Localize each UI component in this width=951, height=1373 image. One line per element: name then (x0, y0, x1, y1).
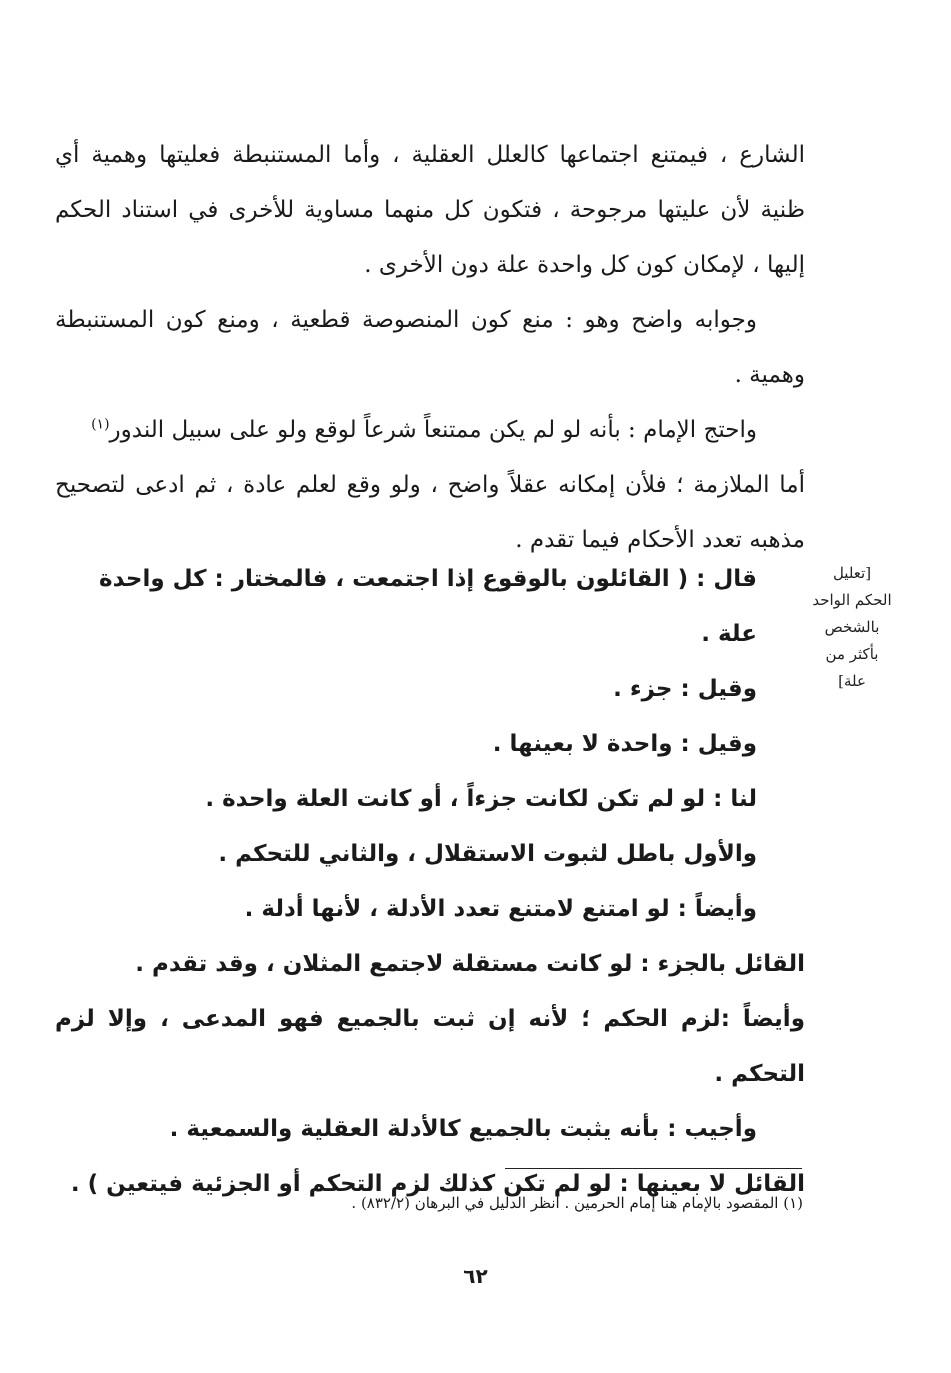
matn-line: قال : ( القائلون بالوقوع إذا اجتمعت ، فالمختار : كل واحدة علة . (99, 566, 757, 647)
matn-line: وأيضاً :لزم الحكم ؛ لأنه إن ثبت بالجميع فهو المدعى ، وإلا لزم (55, 1006, 805, 1032)
footnote-divider (505, 1168, 802, 1169)
margin-note-line: بالشخص (824, 618, 880, 636)
paragraph-2: وجوابه واضح وهو : منع كون المنصوصة قطعية ، ومنع كون المستنبطة وهمية . (55, 307, 805, 388)
paragraph-3 (55, 403, 805, 458)
margin-note (812, 560, 892, 695)
matn-line: القائل بالجزء : لو كانت مستقلة لاجتمع المثلان ، وقد تقدم . (135, 951, 805, 977)
page-number: ٦٢ (463, 1264, 488, 1288)
matn-line: والأول باطل لثبوت الاستقلال ، والثاني للتحكم . (218, 841, 757, 867)
paragraph-3-text: واحتج الإمام : بأنه لو لم يكن ممتنعاً شرعاً لوقع ولو على سبيل الندور (109, 417, 757, 443)
matn-line: القائل لا بعينها : لو لم تكن كذلك لزم التحكم أو الجزئية فيتعين ) . (70, 1171, 805, 1197)
matn-line: وقيل : واحدة لا بعينها . (492, 731, 757, 757)
footnote-marker: (١) (91, 416, 110, 433)
matn-text (55, 552, 805, 1212)
paragraph-1: الشارع ، فيمتنع اجتماعها كالعلل العقلية ، وأما المستنبطة فعليتها وهمية أي ظنية لأن عليتها مرجوحة ، فتكون كل منهما مساوية للأخرى في استناد الحكم إليها ، لإمكان كون كل واحدة علة دون الأخرى . (55, 142, 805, 278)
footnote: (١) المقصود بالإمام هنا إمام الحرمين . انظر الدليل في البرهان (٨٣٢/٢) . (351, 1194, 803, 1212)
matn-line: التحكم . (714, 1061, 805, 1087)
matn-line: لنا : لو لم تكن لكانت جزءاً ، أو كانت العلة واحدة . (205, 786, 757, 812)
paragraph-4: أما الملازمة ؛ فلأن إمكانه عقلاً واضح ، ولو وقع لعلم عادة ، ثم ادعى لتصحيح مذهبه تعدد الأحكام فيما تقدم . (55, 472, 805, 553)
commentary-text (55, 128, 805, 568)
margin-note-line: بأكثر من (825, 645, 879, 663)
margin-note-line: الحكم الواحد (812, 591, 892, 609)
matn-line: وأجيب : بأنه يثبت بالجميع كالأدلة العقلية والسمعية . (169, 1116, 757, 1142)
margin-note-line: علة] (838, 672, 866, 690)
matn-line: وقيل : جزء . (613, 676, 757, 702)
matn-line: وأيضاً : لو امتنع لامتنع تعدد الأدلة ، لأنها أدلة . (244, 896, 757, 922)
margin-note-line: [تعليل (832, 564, 872, 582)
